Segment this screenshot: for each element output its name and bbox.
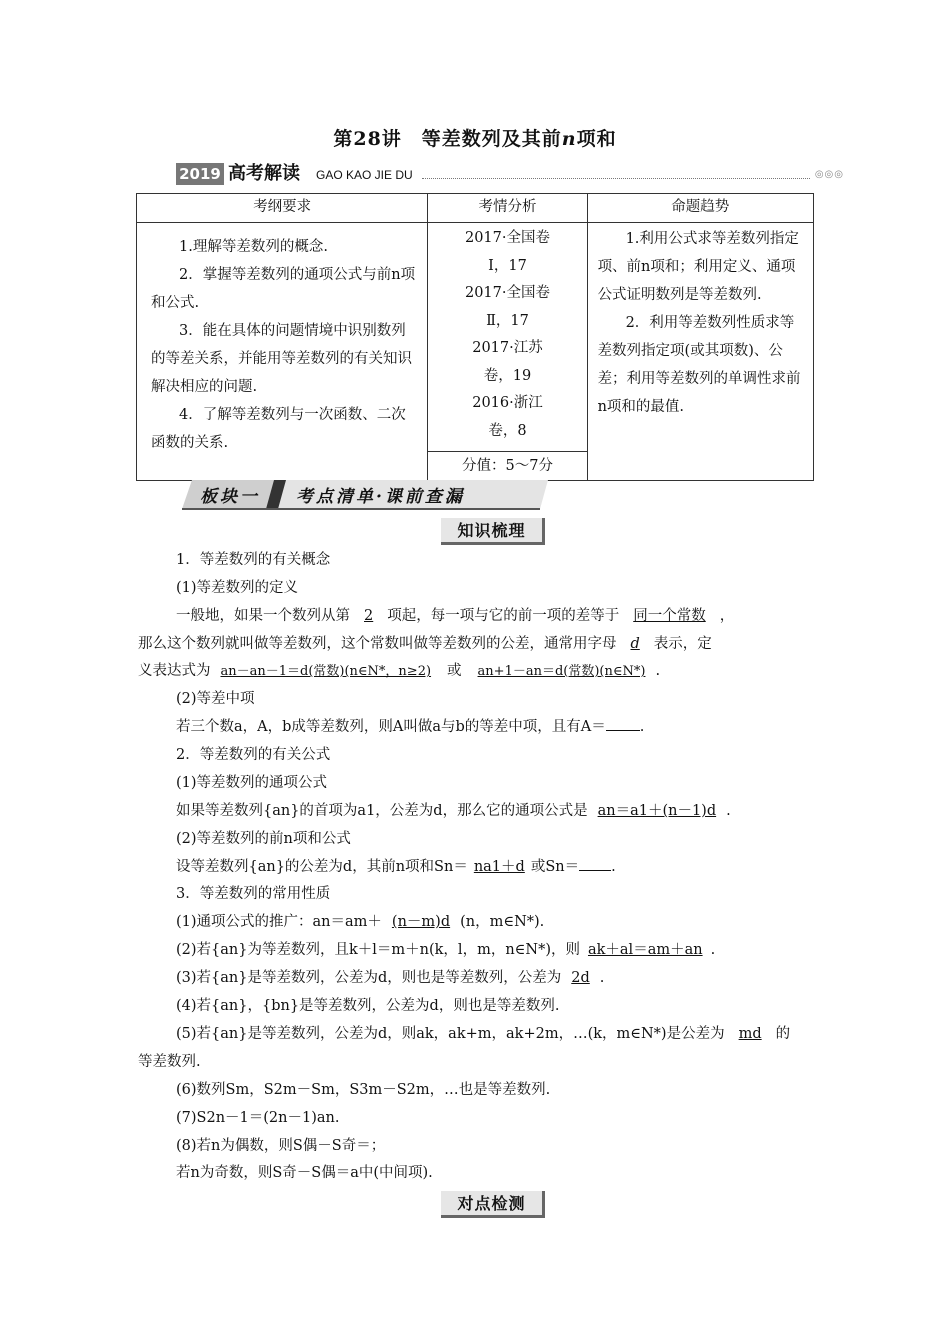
answer-blank: d <box>630 636 640 652</box>
property-8: (8)若n为偶数，则S偶－S奇＝； <box>176 1138 386 1154</box>
section-3-heading: 3．等差数列的常用性质 <box>176 886 331 902</box>
subsection-1-2: (2)等差中项 <box>176 691 255 707</box>
text: 义表达式为 <box>138 663 211 679</box>
exam-line: 2016·浙江 <box>472 395 543 411</box>
property-4: (4)若{an}，{bn}是等差数列，公差为d，则也是等差数列. <box>176 998 560 1014</box>
sum-formula-line <box>176 857 616 877</box>
exam-line: Ⅰ，17 <box>488 257 527 274</box>
banner-part1: 板块一 <box>200 487 260 507</box>
property-9: 若n为奇数，则S奇－S偶＝a中(中间项). <box>176 1165 433 1181</box>
exam-analysis <box>428 223 587 481</box>
trend-analysis <box>587 223 813 481</box>
text: (2)若{an}为等差数列，且k＋l＝m＋n(k，l，m，n∈N*)，则 <box>176 942 580 958</box>
exam-line: Ⅱ，17 <box>486 312 529 329</box>
subsection-1-1: (1)等差数列的定义 <box>176 580 299 596</box>
section-1-heading: 1．等差数列的有关概念 <box>176 552 331 568</box>
answer-blank <box>606 717 640 731</box>
gaokao-pinyin: GAO KAO JIE DU <box>316 168 413 182</box>
middle-term-line <box>176 717 644 737</box>
text: . <box>710 942 716 958</box>
definition-line-1 <box>176 606 734 626</box>
trend-item: 1.利用公式求等差数列指定项、前n项和；利用定义、通项公式证明数列是等差数列. <box>597 231 799 303</box>
exam-line: 2017·江苏 <box>472 340 543 356</box>
answer-blank: na1＋d <box>473 859 525 875</box>
text: (3)若{an}是等差数列，公差为d，则也是等差数列，公差为 <box>176 970 562 986</box>
property-5-cont: 等差数列. <box>138 1054 201 1070</box>
text: . <box>599 970 605 986</box>
banner-part2: 考点清单·课前查漏 <box>296 487 465 507</box>
gaokao-year: 2019 <box>176 163 224 185</box>
answer-blank: an－an－1＝d(常数)(n∈N*，n≥2) <box>220 664 432 679</box>
answer-blank: 2 <box>364 608 374 624</box>
text: (5)若{an}是等差数列，公差为d，则ak，ak+m，ak+2m，…(k，m∈N*)是公差为 <box>176 1026 725 1042</box>
exam-line: 2017·全国卷 <box>464 285 550 301</box>
property-3 <box>176 968 604 988</box>
requirement-item: 4．了解等差数列与一次函数、二次函数的关系. <box>151 407 406 451</box>
text: 的 <box>775 1026 791 1042</box>
property-5 <box>176 1024 790 1044</box>
property-6: (6)数列Sm，S2m－Sm，S3m－S2m，…也是等差数列. <box>176 1082 551 1098</box>
table-header-3: 命题趋势 <box>587 194 813 223</box>
gaokao-label: 高考解读 <box>228 163 300 184</box>
text: (n，m∈N*). <box>460 914 545 930</box>
title-prefix: 第28讲 等差数列及其前 <box>333 128 562 150</box>
answer-blank <box>579 857 611 871</box>
decorative-dots-icon: ◎◎◎ <box>814 169 844 180</box>
title-suffix: 项和 <box>576 128 617 150</box>
text: 表示，定 <box>653 636 712 652</box>
subsection-2-1: (1)等差数列的通项公式 <box>176 775 328 791</box>
text: ， <box>719 608 735 624</box>
answer-blank: md <box>738 1026 762 1042</box>
answer-blank: 同一个常数 <box>633 608 706 624</box>
answer-blank: an＝a1＋(n－1)d <box>597 803 717 819</box>
answer-blank: 2d <box>571 970 590 986</box>
knowledge-heading: 知识梳理 <box>441 518 545 545</box>
text: 如果等差数列{an}的首项为a1，公差为d，那么它的通项公式是 <box>176 803 588 819</box>
score-value: 分值：5～7分 <box>428 451 586 480</box>
gaokao-header <box>176 163 844 185</box>
text: 或Sn＝ <box>530 859 580 875</box>
gaokao-divider <box>422 178 810 179</box>
text: 若三个数a，A，b成等差数列，则A叫做a与b的等差中项，且有A＝ <box>176 719 606 735</box>
text: 一般地，如果一个数列从第 <box>176 608 350 624</box>
exam-line: 卷，19 <box>483 367 532 384</box>
table-header-1: 考纲要求 <box>137 194 428 223</box>
requirement-item: 3．能在具体的问题情境中识别数列的等差关系，并能用等差数列的有关知识解决相应的问题. <box>151 323 412 395</box>
requirement-item: 2．掌握等差数列的通项公式与前n项和公式. <box>151 267 416 311</box>
trend-item: 2．利用等差数列性质求等差数列指定项(或其项数)、公差；利用等差数列的单调性求前n项和的最值. <box>597 315 801 415</box>
section-banner <box>178 478 550 511</box>
subsection-2-2: (2)等差数列的前n项和公式 <box>176 831 351 847</box>
definition-line-2 <box>138 634 712 654</box>
section-2-heading: 2．等差数列的有关公式 <box>176 747 331 763</box>
property-7: (7)S2n－1＝(2n－1)an. <box>176 1110 340 1126</box>
text: . <box>639 719 645 735</box>
answer-blank: (n－m)d <box>391 914 451 930</box>
title-var: n <box>561 128 577 150</box>
property-2 <box>176 940 715 960</box>
syllabus-table <box>136 193 814 481</box>
page-title <box>0 124 950 151</box>
property-1 <box>176 912 544 932</box>
answer-blank: an+1－an＝d(常数)(n∈N*) <box>477 664 646 679</box>
exam-line: 卷，8 <box>488 422 527 439</box>
definition-line-3 <box>138 661 660 682</box>
text: . <box>726 803 731 819</box>
text: 项起，每一项与它的前一项的差等于 <box>387 608 620 624</box>
text: . <box>655 663 661 679</box>
text: 或 <box>447 663 462 679</box>
syllabus-requirements <box>137 223 428 481</box>
text: (1)通项公式的推广：an＝am＋ <box>176 914 382 930</box>
practice-heading: 对点检测 <box>441 1191 545 1218</box>
exam-line: 2017·全国卷 <box>464 230 550 246</box>
text: 那么这个数列就叫做等差数列，这个常数叫做等差数列的公差，通常用字母 <box>138 636 617 652</box>
table-header-2: 考情分析 <box>428 194 587 223</box>
answer-blank: ak＋al＝am＋an <box>587 942 703 958</box>
text: 设等差数列{an}的公差为d，其前n项和Sn＝ <box>176 859 468 875</box>
general-term-line <box>176 801 731 821</box>
requirement-item: 1.理解等差数列的概念. <box>179 239 328 255</box>
text: . <box>611 859 616 875</box>
